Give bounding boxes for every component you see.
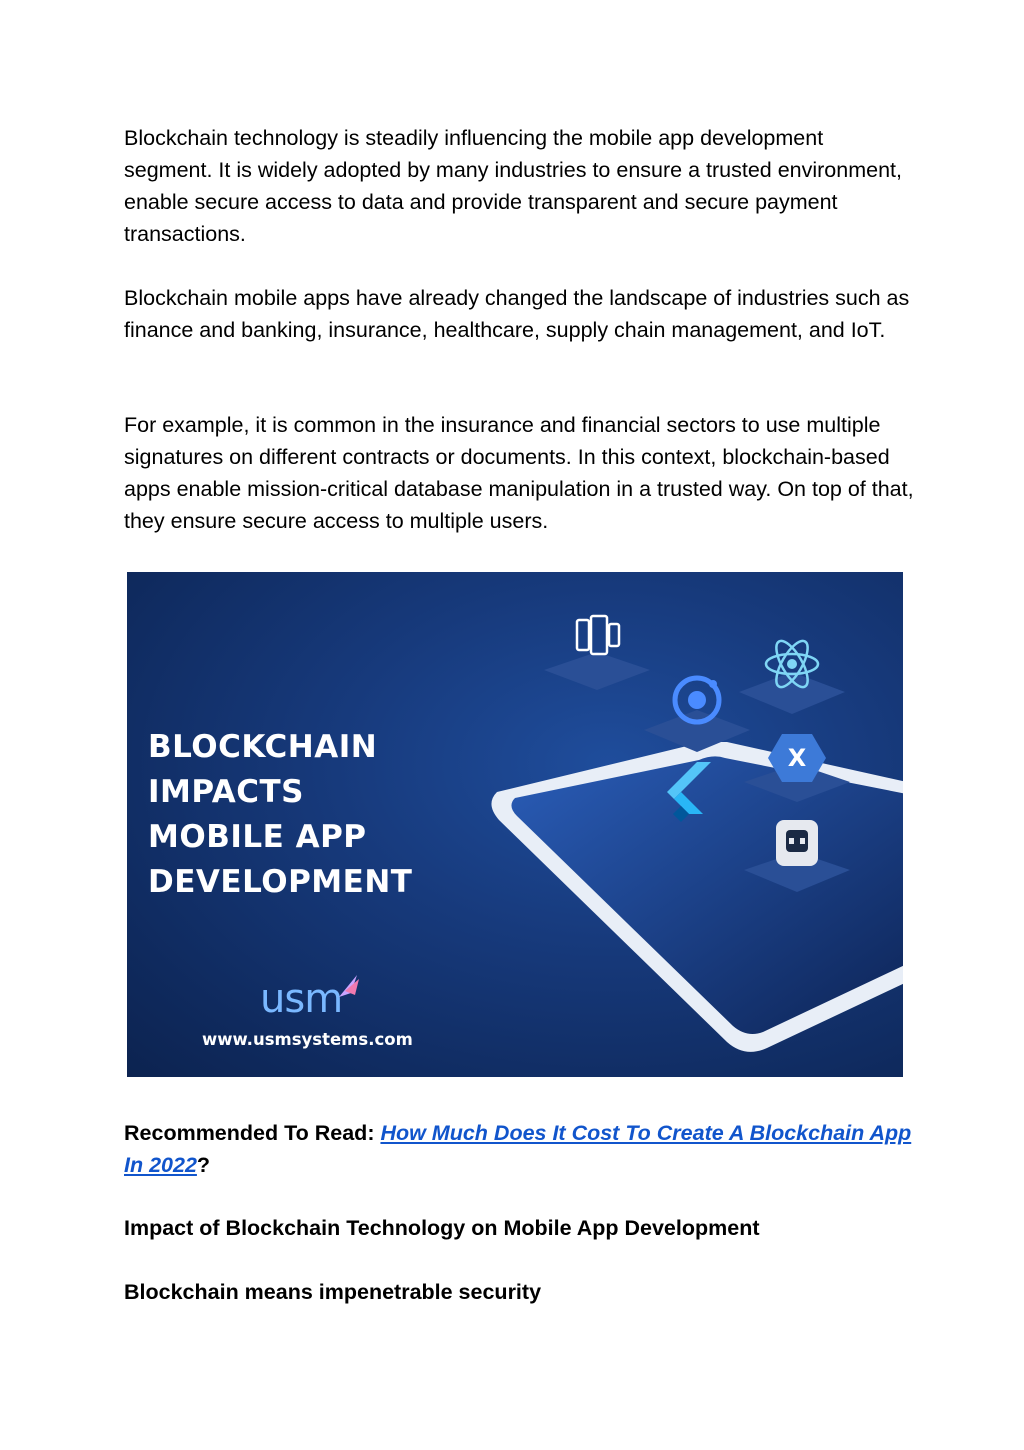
banner-title	[148, 725, 412, 905]
phonegap-icon	[742, 808, 852, 898]
paragraph-example: For example, it is common in the insurance and financial sectors to use multiple signatures on different contracts or documents. In this context, blockchain-based apps enable mission-critical database manipulation in a trusted way. On top of that, they ensure secure access to multiple users.	[124, 413, 914, 533]
banner-title-line: BLOCKCHAIN	[148, 729, 378, 765]
banner-title-line: DEVELOPMENT	[148, 864, 413, 900]
paragraph-intro: Blockchain technology is steadily influencing the mobile app development segment. It is widely adopted by many industries to ensure a trusted environment, enable secure access to data and provide transparent and secure payment transactions.	[124, 126, 902, 246]
banner-title-line: IMPACTS	[148, 774, 304, 810]
section-heading-impact: Impact of Blockchain Technology on Mobile App Development	[124, 1216, 760, 1240]
ionic-icon	[642, 664, 752, 754]
recommended-article-link[interactable]: How Much Does It Cost To Create A Blockchain App In 2022	[124, 1121, 912, 1177]
devices-icon	[542, 614, 652, 694]
banner-title-line: MOBILE APP	[148, 819, 367, 855]
banner-url: www.usmsystems.com	[202, 1030, 413, 1049]
paragraph-industries: Blockchain mobile apps have already changed the landscape of industries such as finance and banking, insurance, healthcare, supply chain management, and IoT.	[124, 286, 910, 342]
recommended-suffix: ?	[196, 1153, 211, 1177]
svg-text:X: X	[787, 744, 807, 772]
flutter-icon	[637, 752, 717, 832]
react-icon	[737, 630, 847, 720]
blockchain-banner-image	[127, 572, 903, 1077]
recommended-to-read	[124, 1117, 914, 1181]
section-heading-security: Blockchain means impenetrable security	[124, 1280, 542, 1304]
usm-logo-text: usm	[260, 976, 343, 1022]
xamarin-icon	[742, 724, 852, 804]
usm-logo-mark-icon	[337, 973, 361, 999]
recommended-prefix: Recommended To Read:	[124, 1121, 381, 1145]
